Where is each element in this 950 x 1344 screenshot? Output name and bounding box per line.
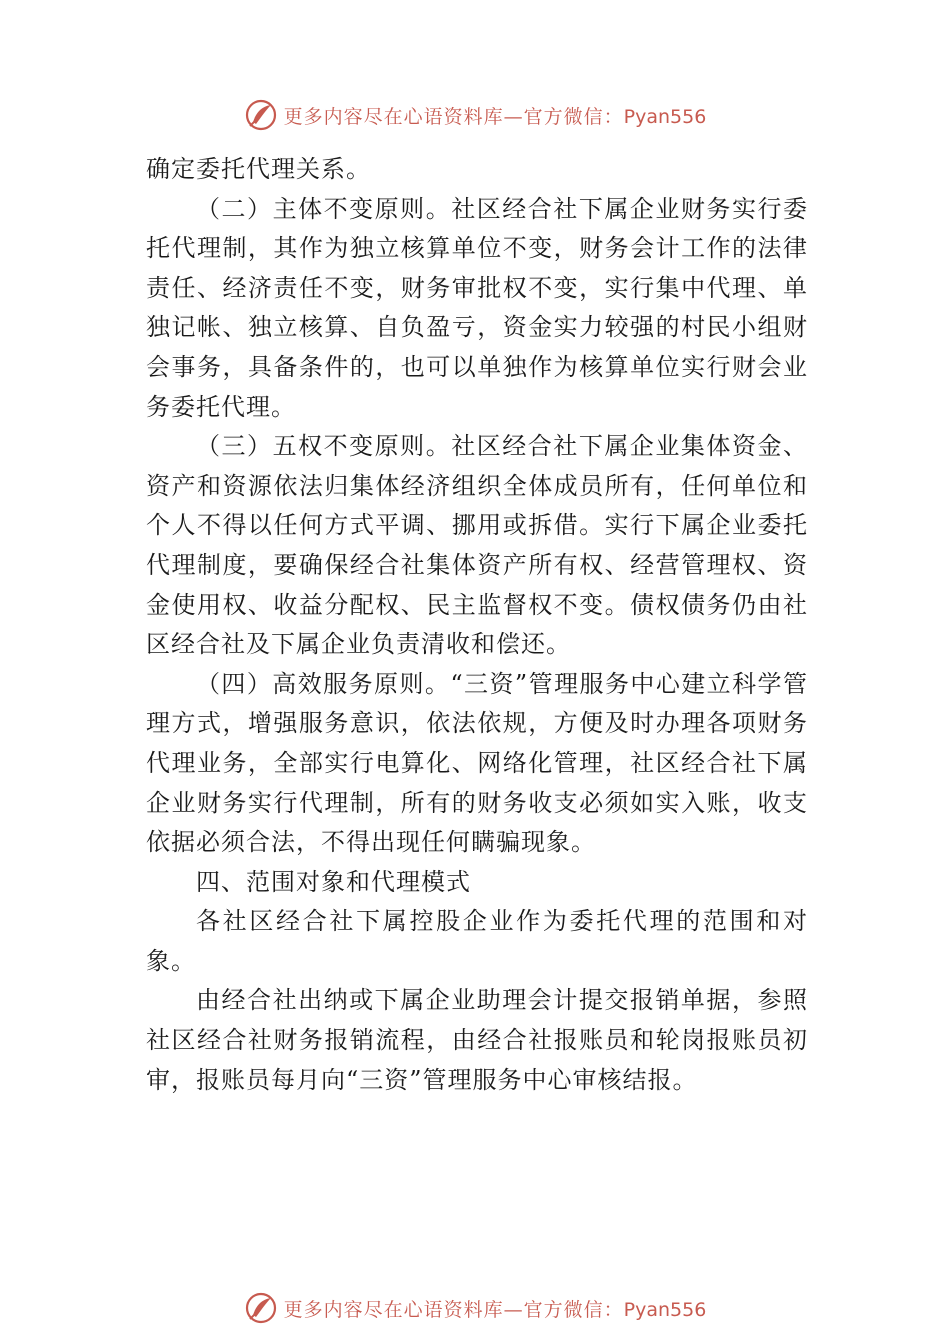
paragraph-2: （二）主体不变原则。社区经合社下属企业财务实行委托代理制，其作为独立核算单位不变，财务会计工作的法律责任、经济责任不变，财务审批权不变，实行集中代理、单独记帐、独立核算、自负盈亏，资金实力较强的村民小组财会事务，具备条件的，也可以单独作为核算单位实行财会业务委托代理。 bbox=[146, 194, 808, 421]
brush-logo-icon bbox=[244, 1291, 278, 1325]
brush-logo-icon bbox=[244, 98, 278, 132]
paragraph-5: 各社区经合社下属控股企业作为委托代理的范围和对象。 bbox=[146, 907, 808, 975]
document-body bbox=[146, 150, 808, 1100]
watermark-id: Pyan556 bbox=[623, 105, 707, 128]
watermark-id: Pyan556 bbox=[623, 1298, 707, 1321]
watermark-text: 更多内容尽在心语资料库—官方微信：Pyan556 bbox=[283, 1298, 707, 1321]
paragraph-6: 由经合社出纳或下属企业助理会计提交报销单据，参照社区经合社财务报销流程，由经合社报账员和轮岗报账员初审，报账员每月向“三资”管理服务中心审核结报。 bbox=[146, 986, 808, 1094]
paragraph-3: （三）五权不变原则。社区经合社下属企业集体资金、资产和资源依法归集体经济组织全体成员所有，任何单位和个人不得以任何方式平调、挪用或拆借。实行下属企业委托代理制度，要确保经合社集体资产所有权、经营管理权、资金使用权、收益分配权、民主监督权不变。债权债务仍由社区经合社及下属企业负责清收和偿还。 bbox=[146, 432, 808, 659]
watermark-text: 更多内容尽在心语资料库—官方微信：Pyan556 bbox=[283, 105, 707, 128]
watermark-footer bbox=[0, 1288, 950, 1328]
paragraph-4: （四）高效服务原则。“三资”管理服务中心建立科学管理方式，增强服务意识，依法依规，方便及时办理各项财务代理业务，全部实行电算化、网络化管理，社区经合社下属企业财务实行代理制，所有的财务收支必须如实入账，收支依据必须合法，不得出现任何瞒骗现象。 bbox=[146, 669, 808, 857]
section-heading: 四、范围对象和代理模式 bbox=[196, 867, 471, 896]
paragraph-1: 确定委托代理关系。 bbox=[146, 155, 371, 183]
watermark-header bbox=[0, 95, 950, 135]
